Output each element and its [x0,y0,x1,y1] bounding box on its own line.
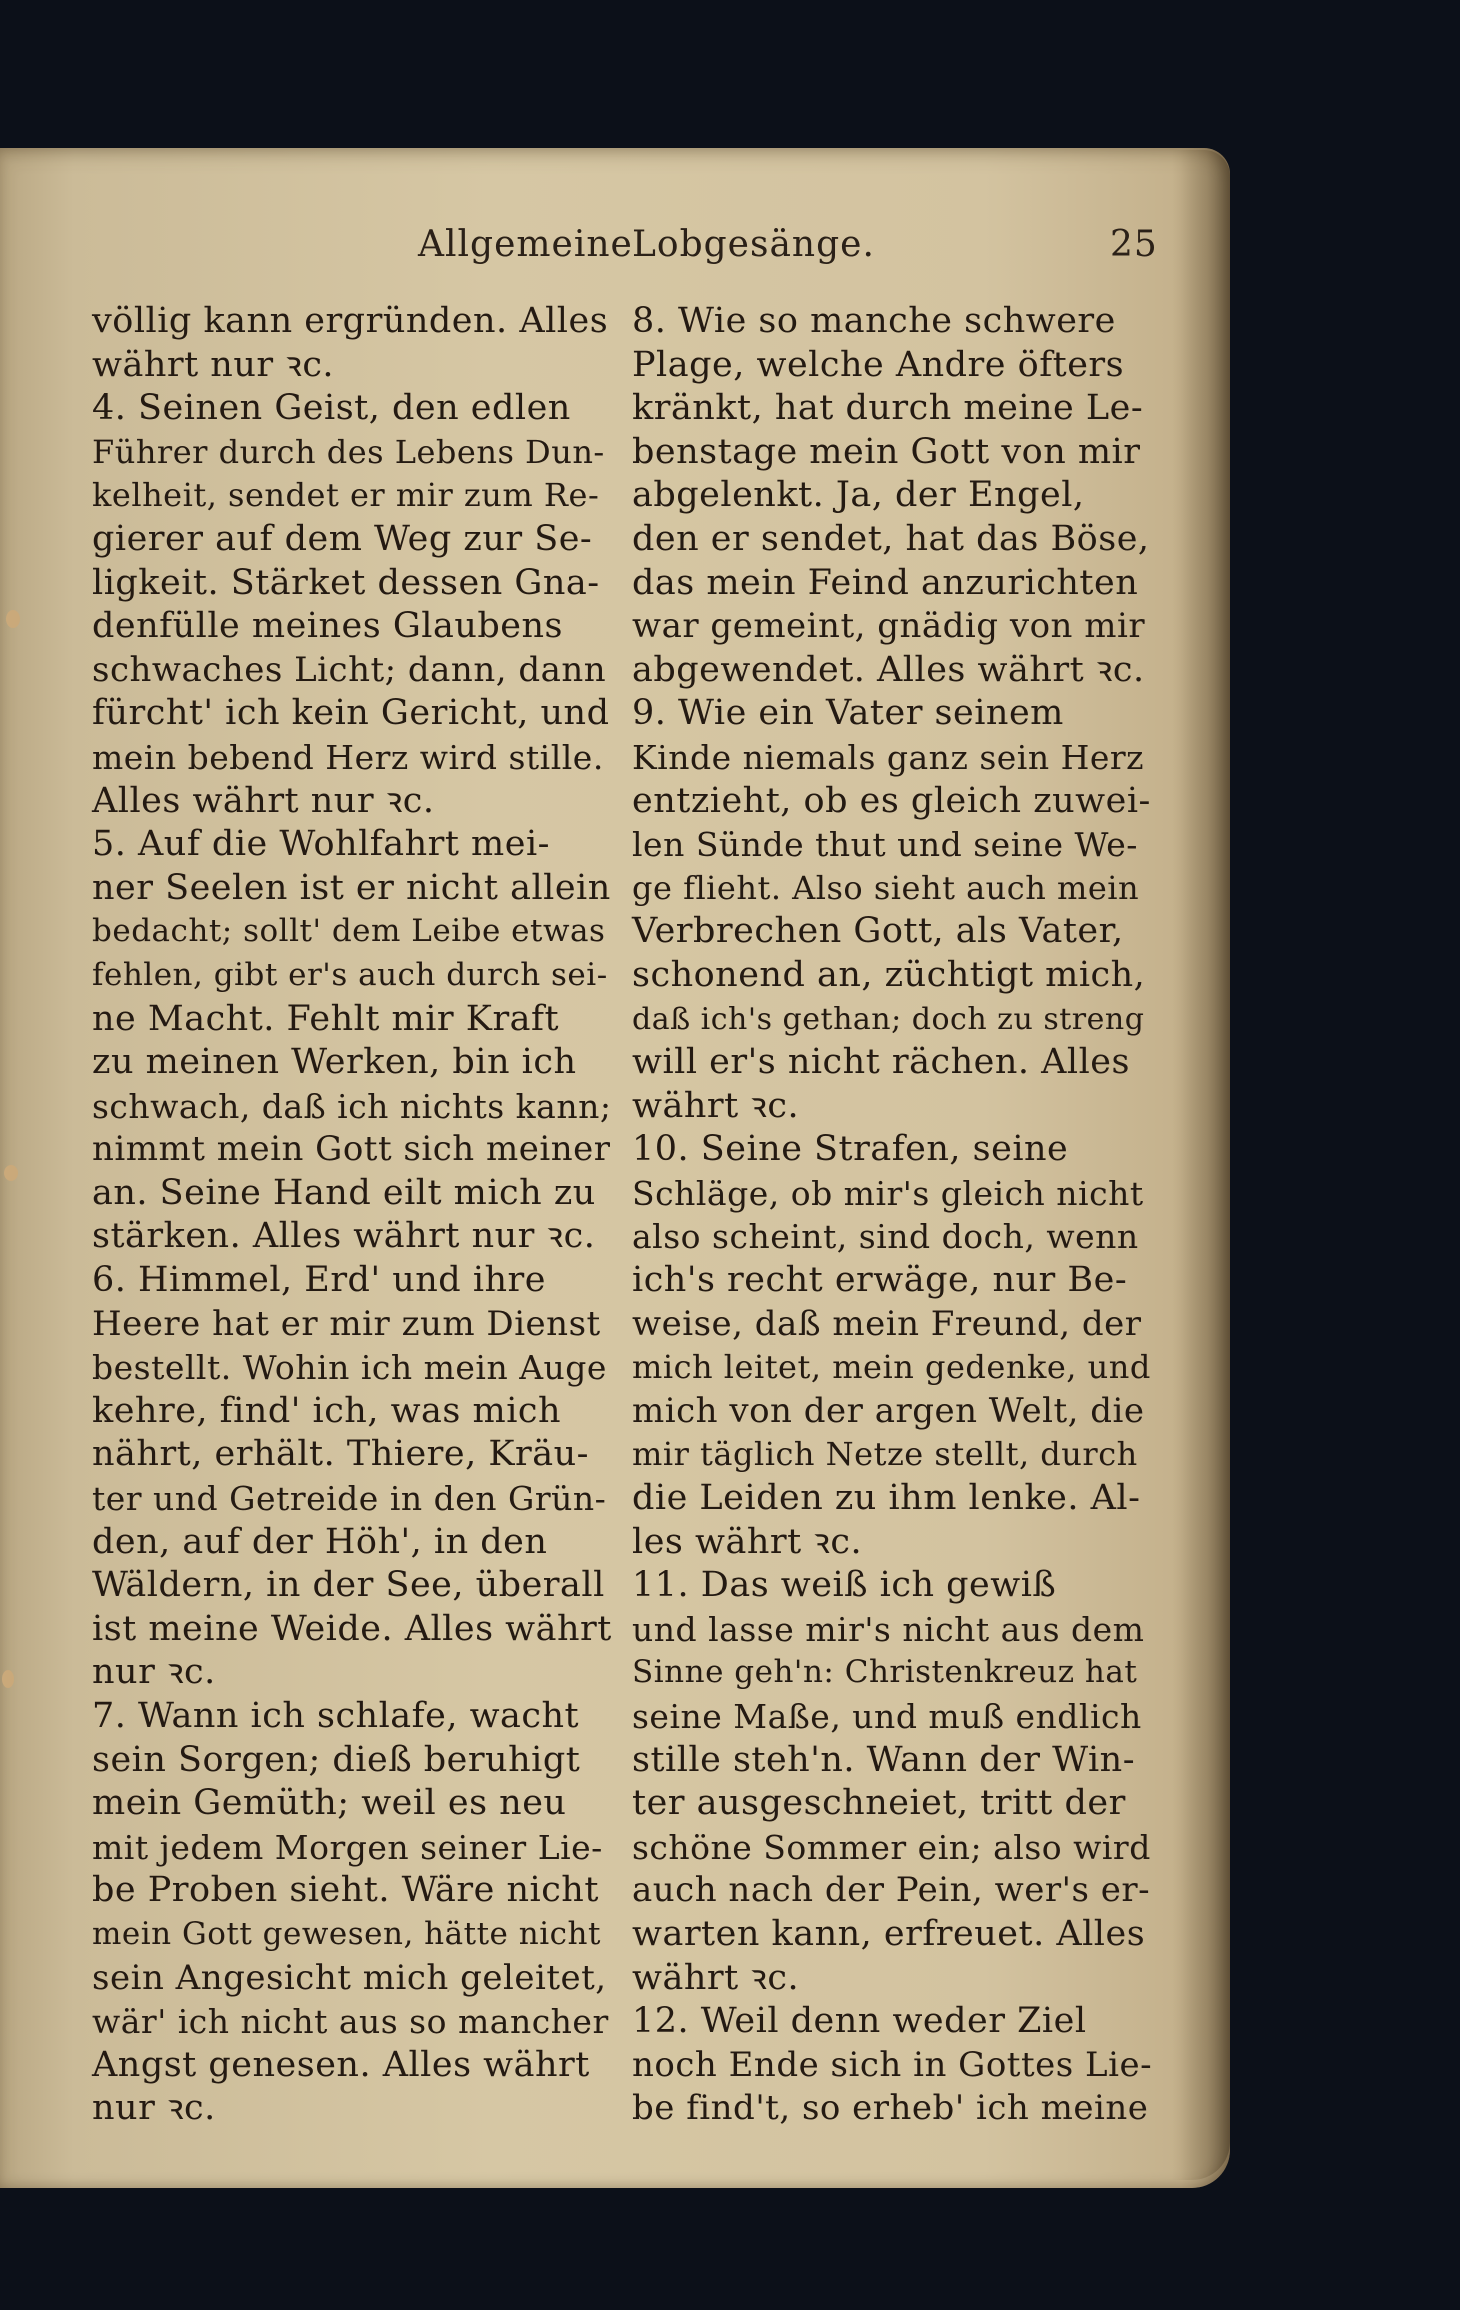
page-number: 25 [1110,224,1158,265]
text-line: len Sünde thut und seine We- [632,825,1138,865]
paper-stain [4,1165,18,1181]
text-line: Angst genesen. Alles währt [92,2044,590,2085]
text-line: abgewendet. Alles währt ꝛc. [632,649,1145,690]
text-line: schöne Sommer ein; also wird [632,1827,1151,1867]
text-line: gierer auf dem Weg zur Se- [92,518,593,559]
text-line: les währt ꝛc. [632,1521,863,1562]
left-text-column [92,300,612,2131]
page-edge-shadow [1172,150,1230,2180]
text-line: währt ꝛc. [632,1957,800,1998]
text-line: denfülle meines Glaubens [92,606,563,647]
text-line: fürcht' ich kein Gericht, und [92,693,610,734]
text-line: Heere hat er mir zum Dienst [92,1303,601,1344]
text-line: nur ꝛc. [92,1652,216,1693]
text-line: schwaches Licht; dann, dann [92,649,607,690]
text-line: währt nur ꝛc. [92,344,335,385]
text-line: Alles währt nur ꝛc. [92,780,435,821]
text-line: 12. Weil denn weder Ziel [632,2001,1087,2042]
text-line: kränkt, hat durch meine Le- [632,388,1144,429]
text-line: be find't, so erheb' ich meine [632,2088,1149,2129]
text-line: Plage, welche Andre öfters [632,344,1125,385]
text-line: nährt, erhält. Thiere, Kräu- [92,1434,589,1475]
text-line: 4. Seinen Geist, den edlen [92,388,571,429]
text-line: Kinde niemals ganz sein Herz [632,737,1145,777]
text-line: den, auf der Höh', in den [92,1521,548,1562]
text-line: schonend an, züchtigt mich, [632,954,1146,995]
text-line: zu meinen Werken, bin ich [92,1042,577,1083]
text-line: entzieht, ob es gleich zuwei- [632,780,1151,821]
text-line: ner Seelen ist er nicht allein [92,867,611,908]
text-line: Sinne geh'n: Christenkreuz hat [632,1654,1138,1691]
text-line: be Proben sieht. Wäre nicht [92,1870,599,1911]
text-line: wär' ich nicht aus so mancher [92,2002,609,2042]
text-line: seine Maße, und muß endlich [632,1697,1142,1736]
text-line: die Leiden zu ihm lenke. Al- [632,1478,1141,1519]
paper-stain [6,610,20,628]
text-line: 7. Wann ich schlafe, wacht [92,1696,580,1736]
text-line: 11. Das weiß ich gewiß [632,1565,1057,1606]
text-line: bedacht; sollt' dem Leibe etwas [92,913,606,950]
text-line: also scheint, sind doch, wenn [632,1217,1139,1257]
text-line: völlig kann ergründen. Alles [92,301,609,341]
text-line: 10. Seine Strafen, seine [632,1129,1069,1170]
text-line: 8. Wie so manche schwere [632,301,1116,341]
text-line: Verbrechen Gott, als Vater, [632,911,1124,952]
text-line: abgelenkt. Ja, der Engel, [632,475,1085,516]
text-line: 9. Wie ein Vater seinem [632,693,1064,734]
text-line: nur ꝛc. [92,2088,216,2129]
text-line: noch Ende sich in Gottes Lie- [632,2044,1153,2085]
text-line: 5. Auf die Wohlfahrt mei- [92,824,550,865]
text-line: kelheit, sendet er mir zum Re- [92,476,600,515]
text-line: sein Sorgen; dieß beruhigt [92,1739,581,1780]
text-line: Schläge, ob mir's gleich nicht [632,1173,1144,1213]
text-line: fehlen, gibt er's auch durch sei- [92,956,608,993]
text-line: will er's nicht rächen. Alles [632,1042,1130,1083]
text-line: ne Macht. Fehlt mir Kraft [92,998,560,1039]
text-line: stille steh'n. Wann der Win- [632,1739,1136,1780]
text-line: stärken. Alles währt nur ꝛc. [92,1216,596,1257]
text-line: und lasse mir's nicht aus dem [632,1609,1145,1649]
text-line: ter ausgeschneiet, tritt der [632,1783,1126,1824]
text-line: kehre, find' ich, was mich [92,1390,562,1431]
text-line: mir täglich Netze stellt, durch [632,1435,1138,1474]
text-line: war gemeint, gnädig von mir [632,606,1146,647]
text-line: mit jedem Morgen seiner Lie- [92,1827,603,1867]
header-title-left: Allgemeine [418,224,633,265]
text-line: an. Seine Hand eilt mich zu [92,1172,596,1213]
text-line: nimmt mein Gott sich meiner [92,1129,611,1170]
text-line: ligkeit. Stärket dessen Gna- [92,562,600,603]
text-line: mich leitet, mein gedenke, und [632,1348,1151,1387]
text-line: den er sendet, hat das Böse, [632,518,1150,559]
text-line: 6. Himmel, Erd' und ihre [92,1260,546,1301]
text-line: ter und Getreide in den Grün- [92,1479,607,1519]
text-line: mein Gott gewesen, hätte nicht [92,1915,601,1952]
text-line: währt ꝛc. [632,1085,800,1126]
text-line: ge flieht. Also sieht auch mein [632,868,1140,907]
text-line: sein Angesicht mich geleitet, [92,1957,607,1998]
paper-stain [2,1670,14,1688]
text-line: auch nach der Pein, wer's er- [632,1870,1151,1911]
running-header [0,224,1230,270]
text-line: Wäldern, in der See, überall [92,1565,605,1606]
text-line: mich von der argen Welt, die [632,1390,1145,1431]
text-line: Führer durch des Lebens Dun- [92,432,605,471]
text-line: das mein Feind anzurichten [632,562,1139,603]
right-text-column [632,300,1152,2131]
text-line: schwach, daß ich nichts kann; [92,1086,612,1126]
text-line: ist meine Weide. Alles währt [92,1608,612,1649]
text-line: weise, daß mein Freund, der [632,1303,1142,1344]
text-line: mein Gemüth; weil es neu [92,1783,567,1824]
text-line: ich's recht erwäge, nur Be- [632,1260,1128,1301]
text-line: warten kann, erfreuet. Alles [632,1913,1146,1954]
text-line: daß ich's gethan; doch zu streng [632,1001,1145,1037]
text-line: benstage mein Gott von mir [632,431,1141,472]
text-line: bestellt. Wohin ich mein Auge [92,1348,607,1388]
text-line: mein bebend Herz wird stille. [92,737,604,777]
header-title-right: Lobgesänge. [632,224,875,265]
